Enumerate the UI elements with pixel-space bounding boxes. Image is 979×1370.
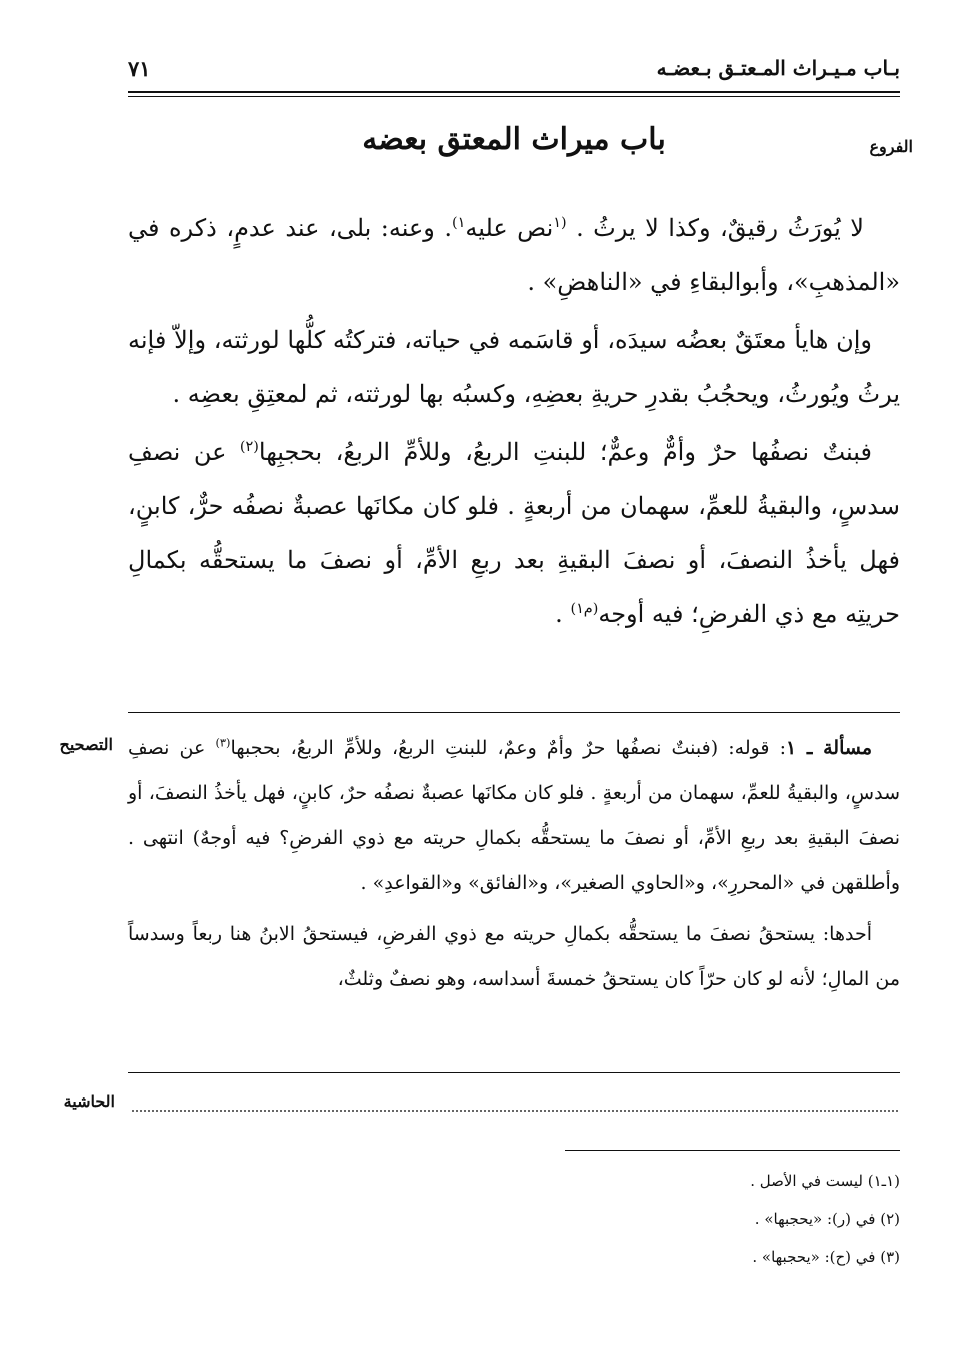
header-rule-thick xyxy=(128,91,900,93)
main-text xyxy=(128,201,900,641)
margin-label-furu: الفروع xyxy=(869,137,913,156)
masala-label: مسألة ـ ١ xyxy=(786,737,873,759)
chapter-title: باب ميراث المعتق بعضه xyxy=(362,122,666,157)
footnote-2: (٢) في (ر): «يحجبها» . xyxy=(754,1210,900,1228)
footnote-ref-m1: (م١) xyxy=(570,601,599,617)
tashih-text xyxy=(128,726,900,1002)
margin-label-tashih: التصحيح xyxy=(59,735,113,754)
page-number: ٧١ xyxy=(128,56,151,81)
footnote-divider xyxy=(565,1150,900,1151)
footnote-ref-1-open: (١ xyxy=(553,215,567,231)
hashiya-dotted-line xyxy=(132,1110,898,1112)
tashih-paragraph-2: أحدها: يستحقُ نصفَ ما يستحقُّه بكمالِ حريته مع ذوي الفرضِ، فيستحقُ الابنُ هنا ربعاً وسدساً من المالِ؛ لأنه لو كان حرّاً كان يستحقُ خمسةَ أسداسه، وهو نصفٌ وثلثٌ، xyxy=(128,923,900,990)
hashiya-divider xyxy=(128,1072,900,1073)
footnote-1: (١ـ١) ليست في الأصل . xyxy=(750,1172,900,1190)
footnote-ref-3: (٣) xyxy=(215,735,231,750)
running-header xyxy=(128,56,900,90)
footnote-ref-1-close: ١) xyxy=(451,215,466,231)
main-paragraph-2: وإن هايأ معتَقٌ بعضُه سيدَه، أو قاسَمه في حياته، فتركتُه كلُّها لورثته، وإلاّ فإنه يرثُ ويُورثُ، ويحجُبُ بقدرِ حريةِ بعضِهِ، وكسبُه بها لورثته، ثم لمعتِقِ بعضِه . xyxy=(128,326,900,408)
main-paragraph-1: لا يُورَثُ رقيقٌ، وكذا لا يرثُ . $^{(١}$نص عليه$^{١)}$. وعنه: بلى، عند عدمٍ، ذكره في «المذهبِ»، وأبوالبقاءِ في «الناهضِ» . xyxy=(128,214,900,296)
footnote-ref-2: (٢) xyxy=(239,439,259,455)
margin-label-hashiya: الحاشية xyxy=(63,1092,115,1111)
main-paragraph-3: فبنتٌ نصفُها حرٌ وأمٌّ وعمٌّ؛ للبنتِ الربعُ، وللأمِّ الربعُ، بحجبِها$^{(٢)}$ عن نصفِ سدسٍ، والبقيةُ للعمِّ، سهمان من أربعةٍ . فلو كان مكانَها عصبةٌ نصفُه حرٌّ، كابنٍ، فهل يأخذُ النصفَ، أو نصفَ البقيةِ بعد ربعِ الأمِّ، أو نصفَ ما يستحقُّه بكمالِ حريتِه مع ذي الفرضِ؛ فيه أوجه$^{(م١)}$ . xyxy=(128,438,900,628)
header-rule-thin xyxy=(128,96,900,97)
running-title: بـاب مـيـراث المـعتـق بـعضـه xyxy=(656,56,900,80)
tashih-paragraph-1: مسألة ـ ١: قوله: (فبنتٌ نصفُها حرٌ وأمٌ وعمٌ، للبنتِ الربعُ، وللأمِّ الربعُ، بحجبها$^{(٣)}$ عن نصفِ سدسٍ، والبقيةُ للعمِّ، سهمان من أربعةٍ . فلو كان مكانَها عصبةٌ نصفُه حرٌ، كابنٍ، فهل يأخذُ النصفَ، أو نصفَ البقيةِ بعد ربعِ الأمِّ، أو نصفَ ما يستحقُّه بكمالِ حريته مع ذوي الفرضِ؟ فيه أوجهٌ) انتهى . وأطلقهن في «المحررِ»، و«الحاوي الصغير»، و«الفائق» و«القواعدِ» . xyxy=(128,735,900,894)
section-divider xyxy=(128,712,900,713)
footnote-3: (٣) في (ح): «يحجبها» . xyxy=(752,1248,900,1266)
footnotes xyxy=(128,1162,900,1276)
